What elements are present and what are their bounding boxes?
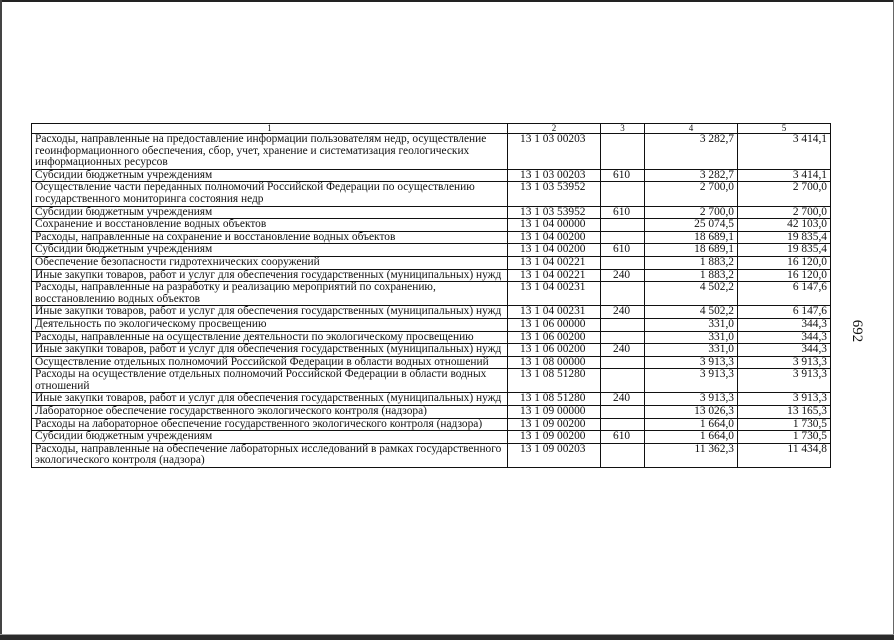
row-name-cell: Субсидии бюджетным учреждениям — [32, 431, 508, 444]
row-amount-col5-cell: 2 700,0 — [738, 206, 831, 219]
row-amount-col4-cell: 331,0 — [645, 331, 738, 344]
row-name-cell: Расходы, направленные на сохранение и восстановление водных объектов — [32, 231, 508, 244]
table-row — [32, 231, 831, 244]
row-amount-col4-cell: 25 074,5 — [645, 219, 738, 232]
row-code-cell: 13 1 08 51280 — [508, 369, 601, 393]
row-name-cell: Осуществление отдельных полномочий Российской Федерации в области водных отношений — [32, 356, 508, 369]
row-expense-type-cell: 610 — [601, 431, 645, 444]
scan-edge-left — [0, 0, 2, 640]
table-row — [32, 331, 831, 344]
row-amount-col5-cell: 13 165,3 — [738, 406, 831, 419]
row-expense-type-cell: 240 — [601, 344, 645, 357]
table-row — [32, 369, 831, 393]
row-expense-type-cell: 610 — [601, 206, 645, 219]
row-amount-col5-cell: 3 414,1 — [738, 134, 831, 170]
row-expense-type-cell — [601, 356, 645, 369]
table-row — [32, 134, 831, 170]
row-expense-type-cell — [601, 182, 645, 206]
scan-edge-top — [0, 0, 894, 2]
row-name-cell: Расходы, направленные на предоставление информации пользователям недр, осуществление геоинформационного обеспечения, сбор, учет, хранение и систематизация геологических информационных ресурсов — [32, 134, 508, 170]
table-row — [32, 356, 831, 369]
row-expense-type-cell: 240 — [601, 269, 645, 282]
row-code-cell: 13 1 06 00200 — [508, 344, 601, 357]
row-amount-col4-cell: 2 700,0 — [645, 206, 738, 219]
row-amount-col5-cell: 344,3 — [738, 331, 831, 344]
row-code-cell: 13 1 09 00200 — [508, 418, 601, 431]
row-code-cell: 13 1 06 00000 — [508, 318, 601, 331]
row-code-cell: 13 1 08 00000 — [508, 356, 601, 369]
table-row — [32, 406, 831, 419]
row-code-cell: 13 1 04 00221 — [508, 256, 601, 269]
header-col-3: 3 — [601, 124, 645, 134]
row-expense-type-cell — [601, 219, 645, 232]
row-expense-type-cell — [601, 369, 645, 393]
header-col-1: 1 — [32, 124, 508, 134]
row-amount-col4-cell: 331,0 — [645, 344, 738, 357]
row-amount-col4-cell: 11 362,3 — [645, 443, 738, 467]
row-amount-col5-cell: 3 913,3 — [738, 369, 831, 393]
row-amount-col5-cell: 3 913,3 — [738, 356, 831, 369]
row-name-cell: Расходы, направленные на разработку и реализацию мероприятий по сохранению, восстановлению водных объектов — [32, 282, 508, 306]
budget-table-body — [32, 124, 831, 468]
row-expense-type-cell — [601, 331, 645, 344]
row-amount-col5-cell: 6 147,6 — [738, 306, 831, 319]
row-code-cell: 13 1 04 00221 — [508, 269, 601, 282]
row-amount-col4-cell: 13 026,3 — [645, 406, 738, 419]
row-amount-col5-cell: 16 120,0 — [738, 269, 831, 282]
row-expense-type-cell: 610 — [601, 244, 645, 257]
table-row — [32, 393, 831, 406]
row-name-cell: Расходы на осуществление отдельных полномочий Российской Федерации в области водных отношений — [32, 369, 508, 393]
row-amount-col5-cell: 1 730,5 — [738, 431, 831, 444]
row-code-cell: 13 1 04 00231 — [508, 306, 601, 319]
row-amount-col4-cell: 4 502,2 — [645, 282, 738, 306]
row-expense-type-cell: 240 — [601, 306, 645, 319]
row-amount-col4-cell: 3 913,3 — [645, 369, 738, 393]
row-name-cell: Субсидии бюджетным учреждениям — [32, 169, 508, 182]
row-amount-col4-cell: 1 883,2 — [645, 256, 738, 269]
row-code-cell: 13 1 09 00200 — [508, 431, 601, 444]
row-name-cell: Деятельность по экологическому просвещению — [32, 318, 508, 331]
row-name-cell: Иные закупки товаров, работ и услуг для обеспечения государственных (муниципальных) нужд — [32, 306, 508, 319]
table-row — [32, 443, 831, 467]
row-amount-col4-cell: 3 282,7 — [645, 134, 738, 170]
row-name-cell: Сохранение и восстановление водных объектов — [32, 219, 508, 232]
row-amount-col5-cell: 6 147,6 — [738, 282, 831, 306]
row-amount-col4-cell: 3 913,3 — [645, 356, 738, 369]
table-row — [32, 431, 831, 444]
row-amount-col5-cell: 344,3 — [738, 318, 831, 331]
table-header-row — [32, 124, 831, 134]
row-name-cell: Расходы на лабораторное обеспечение государственного экологического контроля (надзора) — [32, 418, 508, 431]
row-name-cell: Иные закупки товаров, работ и услуг для обеспечения государственных (муниципальных) нужд — [32, 344, 508, 357]
row-amount-col5-cell: 3 913,3 — [738, 393, 831, 406]
row-expense-type-cell: 610 — [601, 169, 645, 182]
row-expense-type-cell — [601, 134, 645, 170]
row-amount-col4-cell: 1 664,0 — [645, 418, 738, 431]
budget-table — [31, 123, 831, 468]
row-code-cell: 13 1 03 00203 — [508, 169, 601, 182]
row-amount-col5-cell: 344,3 — [738, 344, 831, 357]
row-name-cell: Обеспечение безопасности гидротехнических сооружений — [32, 256, 508, 269]
row-amount-col4-cell: 4 502,2 — [645, 306, 738, 319]
row-code-cell: 13 1 08 51280 — [508, 393, 601, 406]
row-name-cell: Расходы, направленные на обеспечение лабораторных исследований в рамках государственного экологического контроля (надзора) — [32, 443, 508, 467]
page-number: 692 — [849, 319, 865, 343]
row-amount-col4-cell: 1 664,0 — [645, 431, 738, 444]
row-code-cell: 13 1 04 00200 — [508, 231, 601, 244]
row-amount-col4-cell: 1 883,2 — [645, 269, 738, 282]
table-row — [32, 269, 831, 282]
row-amount-col4-cell: 331,0 — [645, 318, 738, 331]
row-amount-col4-cell: 2 700,0 — [645, 182, 738, 206]
row-code-cell: 13 1 03 53952 — [508, 206, 601, 219]
row-code-cell: 13 1 04 00200 — [508, 244, 601, 257]
row-name-cell: Иные закупки товаров, работ и услуг для обеспечения государственных (муниципальных) нужд — [32, 269, 508, 282]
row-expense-type-cell — [601, 318, 645, 331]
header-col-2: 2 — [508, 124, 601, 134]
row-name-cell: Субсидии бюджетным учреждениям — [32, 244, 508, 257]
row-expense-type-cell — [601, 418, 645, 431]
row-expense-type-cell — [601, 256, 645, 269]
row-name-cell: Лабораторное обеспечение государственного экологического контроля (надзора) — [32, 406, 508, 419]
table-row — [32, 206, 831, 219]
row-amount-col5-cell: 3 414,1 — [738, 169, 831, 182]
table-row — [32, 306, 831, 319]
header-col-4: 4 — [645, 124, 738, 134]
row-expense-type-cell — [601, 406, 645, 419]
row-expense-type-cell — [601, 443, 645, 467]
table-row — [32, 182, 831, 206]
row-name-cell: Субсидии бюджетным учреждениям — [32, 206, 508, 219]
row-amount-col4-cell: 3 282,7 — [645, 169, 738, 182]
table-row — [32, 169, 831, 182]
row-amount-col5-cell: 1 730,5 — [738, 418, 831, 431]
row-amount-col4-cell: 3 913,3 — [645, 393, 738, 406]
row-amount-col5-cell: 19 835,4 — [738, 231, 831, 244]
row-amount-col4-cell: 18 689,1 — [645, 244, 738, 257]
table-row — [32, 344, 831, 357]
table-row — [32, 282, 831, 306]
row-code-cell: 13 1 09 00000 — [508, 406, 601, 419]
table-row — [32, 256, 831, 269]
row-name-cell: Иные закупки товаров, работ и услуг для обеспечения государственных (муниципальных) нужд — [32, 393, 508, 406]
row-code-cell: 13 1 06 00200 — [508, 331, 601, 344]
row-code-cell: 13 1 09 00203 — [508, 443, 601, 467]
row-name-cell: Осуществление части переданных полномочий Российской Федерации по осуществлению государственного мониторинга состояния недр — [32, 182, 508, 206]
table-row — [32, 418, 831, 431]
row-code-cell: 13 1 04 00000 — [508, 219, 601, 232]
row-amount-col5-cell: 16 120,0 — [738, 256, 831, 269]
row-code-cell: 13 1 03 53952 — [508, 182, 601, 206]
row-expense-type-cell: 240 — [601, 393, 645, 406]
row-amount-col5-cell: 42 103,0 — [738, 219, 831, 232]
header-col-5: 5 — [738, 124, 831, 134]
row-amount-col5-cell: 19 835,4 — [738, 244, 831, 257]
row-name-cell: Расходы, направленные на осуществление деятельности по экологическому просвещению — [32, 331, 508, 344]
row-amount-col4-cell: 18 689,1 — [645, 231, 738, 244]
row-amount-col5-cell: 11 434,8 — [738, 443, 831, 467]
row-expense-type-cell — [601, 282, 645, 306]
row-expense-type-cell — [601, 231, 645, 244]
table-row — [32, 318, 831, 331]
row-code-cell: 13 1 04 00231 — [508, 282, 601, 306]
scan-edge-bottom — [0, 635, 894, 640]
row-amount-col5-cell: 2 700,0 — [738, 182, 831, 206]
table-row — [32, 244, 831, 257]
row-code-cell: 13 1 03 00203 — [508, 134, 601, 170]
table-row — [32, 219, 831, 232]
